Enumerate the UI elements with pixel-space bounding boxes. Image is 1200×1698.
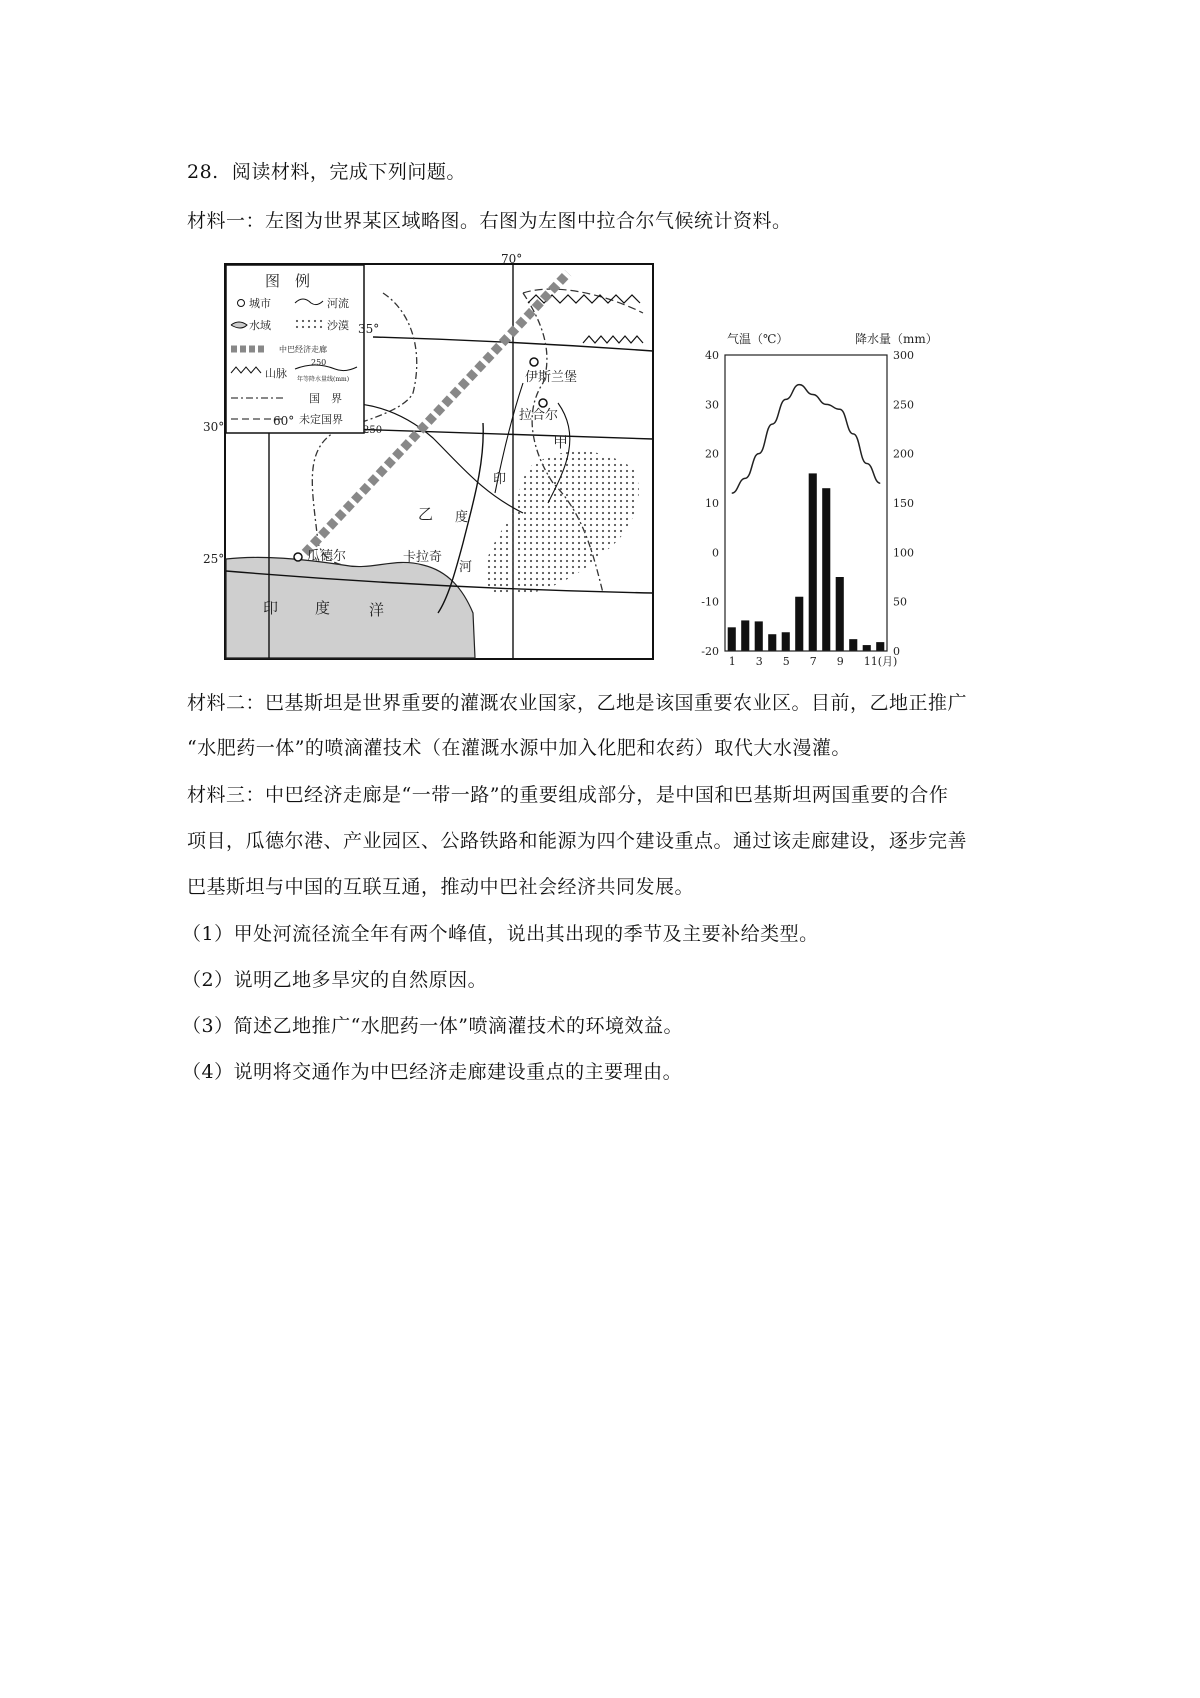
lat-35-label: 35° <box>358 322 380 336</box>
label-du: 度 <box>455 510 469 525</box>
label-lahore: 拉合尔 <box>519 408 559 423</box>
material-3-line-2: 项目，瓜德尔港、产业园区、公路铁路和能源为四个建设重点。通过该走廊建设，逐步完善 <box>187 830 968 852</box>
question-number: 28. <box>187 161 219 183</box>
lon-60-label: 60° <box>273 414 295 428</box>
legend-river: 河流 <box>327 297 349 310</box>
temp-tick-label: 30 <box>705 398 719 412</box>
label-jia: 甲 <box>553 433 569 451</box>
precip-tick-label: 200 <box>893 447 914 461</box>
temp-tick-label: -10 <box>701 595 719 609</box>
legend-title: 图 例 <box>265 272 311 290</box>
precip-tick-label: 100 <box>893 546 914 560</box>
precip-bar <box>849 639 857 651</box>
precip-bar <box>741 620 749 651</box>
legend-water: 水域 <box>249 319 271 332</box>
sub-question-2: （2）说明乙地多旱灾的自然原因。 <box>182 969 488 991</box>
ocean-label-1: 印 <box>263 599 279 617</box>
legend-corridor: 中巴经济走廊 <box>279 345 327 354</box>
month-tick-label: 3 <box>755 655 763 668</box>
material-2-line-1: 材料二：巴基斯坦是世界重要的灌溉农业国家，乙地是该国重要农业区。目前，乙地正推广 <box>187 692 968 714</box>
precip-bar <box>876 642 884 651</box>
precip-bar <box>822 488 830 651</box>
precip-bar <box>836 577 844 651</box>
precip-tick-label: 250 <box>893 398 914 412</box>
label-yin: 印 <box>493 472 507 487</box>
month-tick-label: 7 <box>809 655 817 668</box>
sub-question-3: （3）简述乙地推广“水肥药一体”喷滴灌技术的环境效益。 <box>182 1015 684 1037</box>
precip-bar <box>768 634 776 651</box>
sub-question-1: （1）甲处河流径流全年有两个峰值，说出其出现的季节及主要补给类型。 <box>182 923 819 945</box>
climate-chart <box>683 329 983 669</box>
legend-isohyet: 年等降水量线(mm) <box>297 376 350 383</box>
figure <box>203 252 983 673</box>
temperature-line <box>732 385 881 494</box>
city-gwadar-marker <box>294 553 302 561</box>
precip-bar <box>755 621 763 651</box>
label-he: 河 <box>459 560 473 575</box>
precip-tick-label: 150 <box>893 497 914 510</box>
precip-bar <box>795 597 803 651</box>
legend-city: 城市 <box>249 297 271 310</box>
month-tick-label: 11(月) <box>863 655 898 668</box>
city-islamabad-marker <box>530 358 538 366</box>
chart-frame <box>725 355 887 651</box>
legend-mountain: 山脉 <box>265 367 287 380</box>
label-karachi: 卡拉奇 <box>403 550 443 565</box>
question-intro: 阅读材料，完成下列问题。 <box>231 161 466 183</box>
legend-border: 国 界 <box>309 392 342 405</box>
material-1: 材料一：左图为世界某区域略图。右图为左图中拉合尔气候统计资料。 <box>187 210 792 232</box>
legend-city-icon <box>238 300 245 307</box>
month-tick-label: 9 <box>836 655 844 668</box>
lat-30-label: 30° <box>203 420 225 434</box>
temp-tick-label: 10 <box>705 497 719 510</box>
precip-bar <box>728 627 736 651</box>
precip-axis-label: 降水量（mm） <box>855 332 938 346</box>
precip-bar <box>809 473 817 651</box>
temp-axis-label: 气温（℃） <box>727 332 789 346</box>
material-2-line-2: “水肥药一体”的喷滴灌技术（在灌溉水源中加入化肥和农药）取代大水漫灌。 <box>187 737 851 759</box>
legend-isohyet-value: 250 <box>311 358 327 367</box>
precip-tick-label: 50 <box>893 595 907 609</box>
legend-desert-icon <box>295 319 323 329</box>
month-tick-label: 1 <box>728 655 736 668</box>
legend-undefined-border: 未定国界 <box>299 413 343 426</box>
month-tick-label: 5 <box>782 655 790 668</box>
ocean-label-2: 度 <box>315 599 331 617</box>
question-number-and-intro <box>187 157 466 184</box>
city-lahore-marker <box>539 399 547 407</box>
temp-tick-label: 20 <box>705 447 719 461</box>
temp-tick-label: 40 <box>705 349 719 362</box>
ocean-label-3: 洋 <box>369 601 385 619</box>
label-gwadar: 瓜德尔 <box>307 549 347 564</box>
material-3-line-1: 材料三：中巴经济走廊是“一带一路”的重要组成部分，是中国和巴基斯坦两国重要的合作 <box>187 784 949 806</box>
region-map <box>203 252 663 673</box>
precip-bar <box>863 645 871 651</box>
material-3-line-3: 巴基斯坦与中国的互联互通，推动中巴社会经济共同发展。 <box>187 876 695 898</box>
precip-bar <box>782 632 790 651</box>
temp-tick-label: 0 <box>712 546 719 560</box>
label-islamabad: 伊斯兰堡 <box>525 370 578 385</box>
temp-tick-label: -20 <box>701 645 719 658</box>
precip-tick-label: 300 <box>893 349 914 362</box>
precip-tick-label: 0 <box>893 645 900 658</box>
lon-70-label: 70° <box>501 252 523 266</box>
label-yi: 乙 <box>418 505 434 523</box>
legend-desert: 沙漠 <box>327 319 349 332</box>
lat-25-label: 25° <box>203 552 225 566</box>
sub-question-4: （4）说明将交通作为中巴经济走廊建设重点的主要理由。 <box>182 1061 683 1083</box>
isohyet-value-label: 250 <box>363 425 383 436</box>
